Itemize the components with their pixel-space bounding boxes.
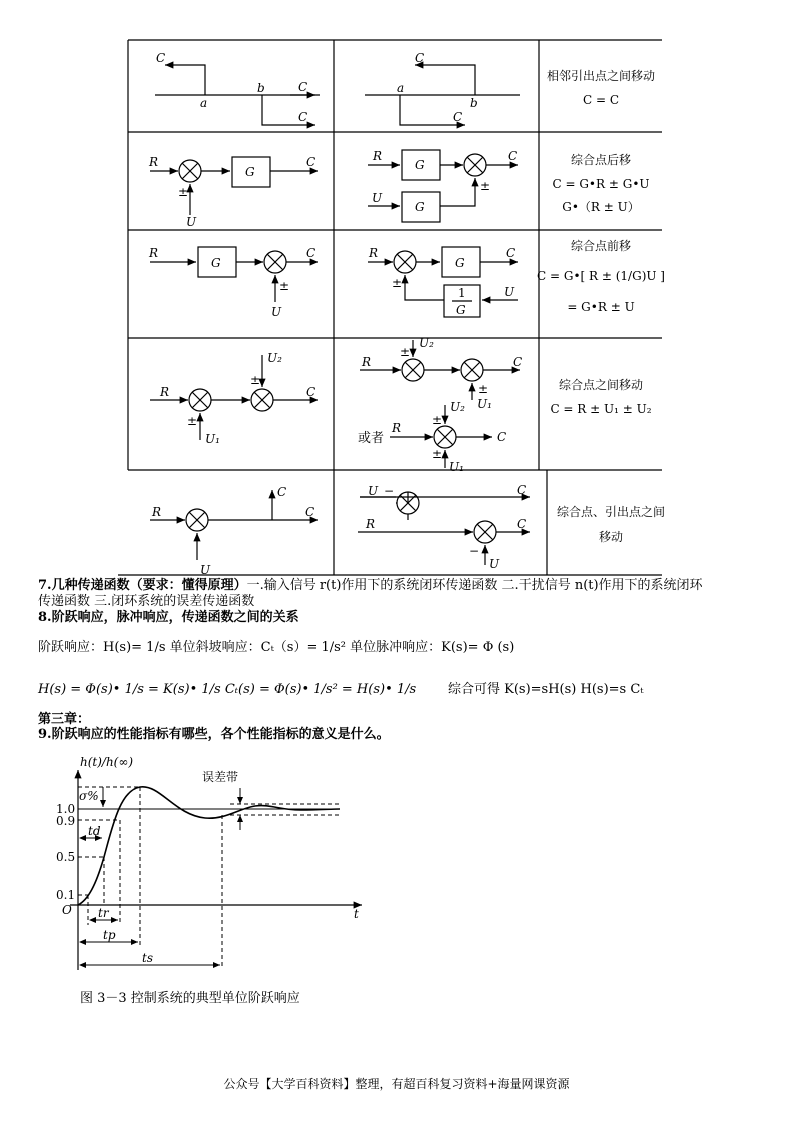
diagram-label: b: [470, 96, 478, 110]
tick-0-9: 0.9: [56, 814, 76, 828]
step-response-curve: [78, 787, 340, 905]
diagram-label: −: [384, 484, 395, 498]
diagram-label: 1: [458, 286, 466, 300]
y-axis-label: h(t)/h(∞): [80, 755, 134, 769]
row5-desc-2: 移动: [598, 530, 624, 544]
diagram-label: U₂: [267, 351, 282, 365]
section8-heading: 8.阶跃响应，脉冲响应，传递函数之间的关系: [38, 610, 299, 625]
diagram-label: R: [149, 155, 159, 169]
diagram-label: G: [415, 200, 425, 214]
diagram-label: R: [392, 421, 402, 435]
section7-line1-rest: 一.输入信号 r(t)作用下的系统闭环传递函数 二.干扰信号 n(t)作用下的系统闭环: [246, 578, 703, 593]
label-a: a: [200, 96, 208, 110]
tick-0-1: 0.1: [56, 888, 76, 902]
diagram-label: C: [453, 110, 463, 124]
page-footer: 公众号【大学百科资料】整理，有超百科复习资料+海量网课资源: [223, 1077, 570, 1091]
diagram-label: U: [368, 484, 379, 498]
diagram-label: ±: [279, 279, 290, 293]
diagram-label: ±: [478, 382, 489, 396]
origin-label: O: [62, 903, 72, 917]
diagram-label: U₂: [450, 400, 465, 414]
diagram-label: U: [200, 563, 211, 577]
diagram-label: ±: [392, 276, 403, 290]
label-c: C: [156, 51, 166, 65]
diagram-label: U: [271, 305, 282, 319]
diagram-label: C: [506, 246, 516, 260]
tp-label: tp: [103, 928, 116, 942]
tick-0-5: 0.5: [56, 850, 76, 864]
row4-desc-2: C = R ± U₁ ± U₂: [550, 402, 652, 416]
diagram-label: −: [469, 544, 480, 558]
diagram-label: ±: [480, 179, 491, 193]
diagram-label: C: [497, 430, 507, 444]
diagram-label: a: [397, 81, 405, 95]
row1-desc-2: C = C: [582, 93, 620, 107]
row2-desc-1: 综合点后移: [570, 153, 632, 167]
diagram-label: C: [305, 505, 315, 519]
diagram-label: U: [489, 557, 500, 571]
diagram-label: U: [504, 285, 515, 299]
x-axis-label: t: [354, 907, 359, 921]
diagram-label: ±: [178, 185, 189, 199]
label-b: b: [257, 81, 265, 95]
section7-line1: [38, 578, 703, 594]
diagram-label: G: [415, 158, 425, 172]
diagram-label: U₁: [449, 460, 464, 474]
diagram-label: U₁: [205, 432, 220, 446]
sigma-label: σ%: [79, 789, 99, 803]
diagram-label: ±: [250, 373, 261, 387]
diagram-label: U: [186, 215, 197, 229]
tr-label: tr: [98, 906, 109, 920]
section7-line2: 传递函数 三.闭环系统的误差传递函数: [38, 594, 255, 609]
diagram-label: ±: [187, 414, 198, 428]
question-9: 9.阶跃响应的性能指标有哪些，各个性能指标的意义是什么。: [38, 727, 390, 742]
error-band-label: 误差带: [202, 770, 239, 784]
diagram-label: R: [366, 517, 376, 531]
tick-1-0: 1.0: [56, 802, 76, 816]
diagram-label: ±: [432, 447, 443, 461]
diagram-label: C: [306, 385, 316, 399]
td-label: td: [88, 824, 101, 838]
diagram-label: ±: [400, 345, 411, 359]
row2-desc-3: G•（R ± U）: [562, 200, 640, 214]
section8-formula-1: 阶跃响应：H(s)= 1/s 单位斜坡响应：Cₜ（s）= 1/s² 单位脉冲响应：K(s)= Φ (s): [38, 640, 515, 655]
row2-desc-2: C = G•R ± G•U: [552, 177, 650, 191]
diagram-label: C: [298, 80, 308, 94]
row4-desc-1: 综合点之间移动: [558, 378, 644, 392]
diagram-label: C: [508, 149, 518, 163]
step-response-figure: [0, 740, 793, 1020]
diagram-label: R: [149, 246, 159, 260]
diagram-label: C: [517, 517, 527, 531]
diagram-label: R: [369, 246, 379, 260]
diagram-label: G: [456, 303, 466, 317]
section8-formula-2: H(s) = Φ(s)• 1/s = K(s)• 1/s Cₜ(s) = Φ(s)• 1/s² = H(s)• 1/s: [38, 682, 417, 697]
figure-caption: 图 3－3 控制系统的典型单位阶跃响应: [80, 991, 300, 1006]
ts-label: ts: [142, 951, 153, 965]
section7-heading: 7.几种传递函数（要求：懂得原理）: [38, 578, 247, 593]
row3-desc-3: = G•R ± U: [567, 300, 635, 314]
row3-desc-2: C = G•[ R ± (1/G)U ]: [537, 269, 665, 283]
diagram-label: R: [152, 505, 162, 519]
diagram-label: C: [517, 483, 527, 497]
diagram-label: 或者: [358, 431, 385, 446]
diagram-label: R: [373, 149, 383, 163]
row5-desc-1: 综合点、引出点之间: [556, 505, 666, 519]
diagram-label: C: [306, 155, 316, 169]
diagram-label: C: [415, 51, 425, 65]
diagram-label: U₂: [419, 336, 434, 350]
diagram-label: G: [455, 256, 465, 270]
chapter3-title: 第三章：: [38, 712, 91, 727]
row3-desc-1: 综合点前移: [570, 239, 632, 253]
diagram-label: G: [245, 165, 255, 179]
diagram-label: U₁: [477, 397, 492, 411]
diagram-label: R: [362, 355, 372, 369]
diagram-label: C: [298, 110, 308, 124]
diagram-label: C: [277, 485, 287, 499]
diagram-label: U: [372, 191, 383, 205]
diagram-label: G: [211, 256, 221, 270]
diagram-label: C: [306, 246, 316, 260]
diagram-label: ±: [432, 413, 443, 427]
diagram-label: C: [513, 355, 523, 369]
row1-desc-1: 相邻引出点之间移动: [546, 69, 656, 83]
section8-formula-3: 综合可得 K(s)=sH(s) H(s)=s Cₜ: [448, 682, 644, 697]
diagram-label: R: [160, 385, 170, 399]
